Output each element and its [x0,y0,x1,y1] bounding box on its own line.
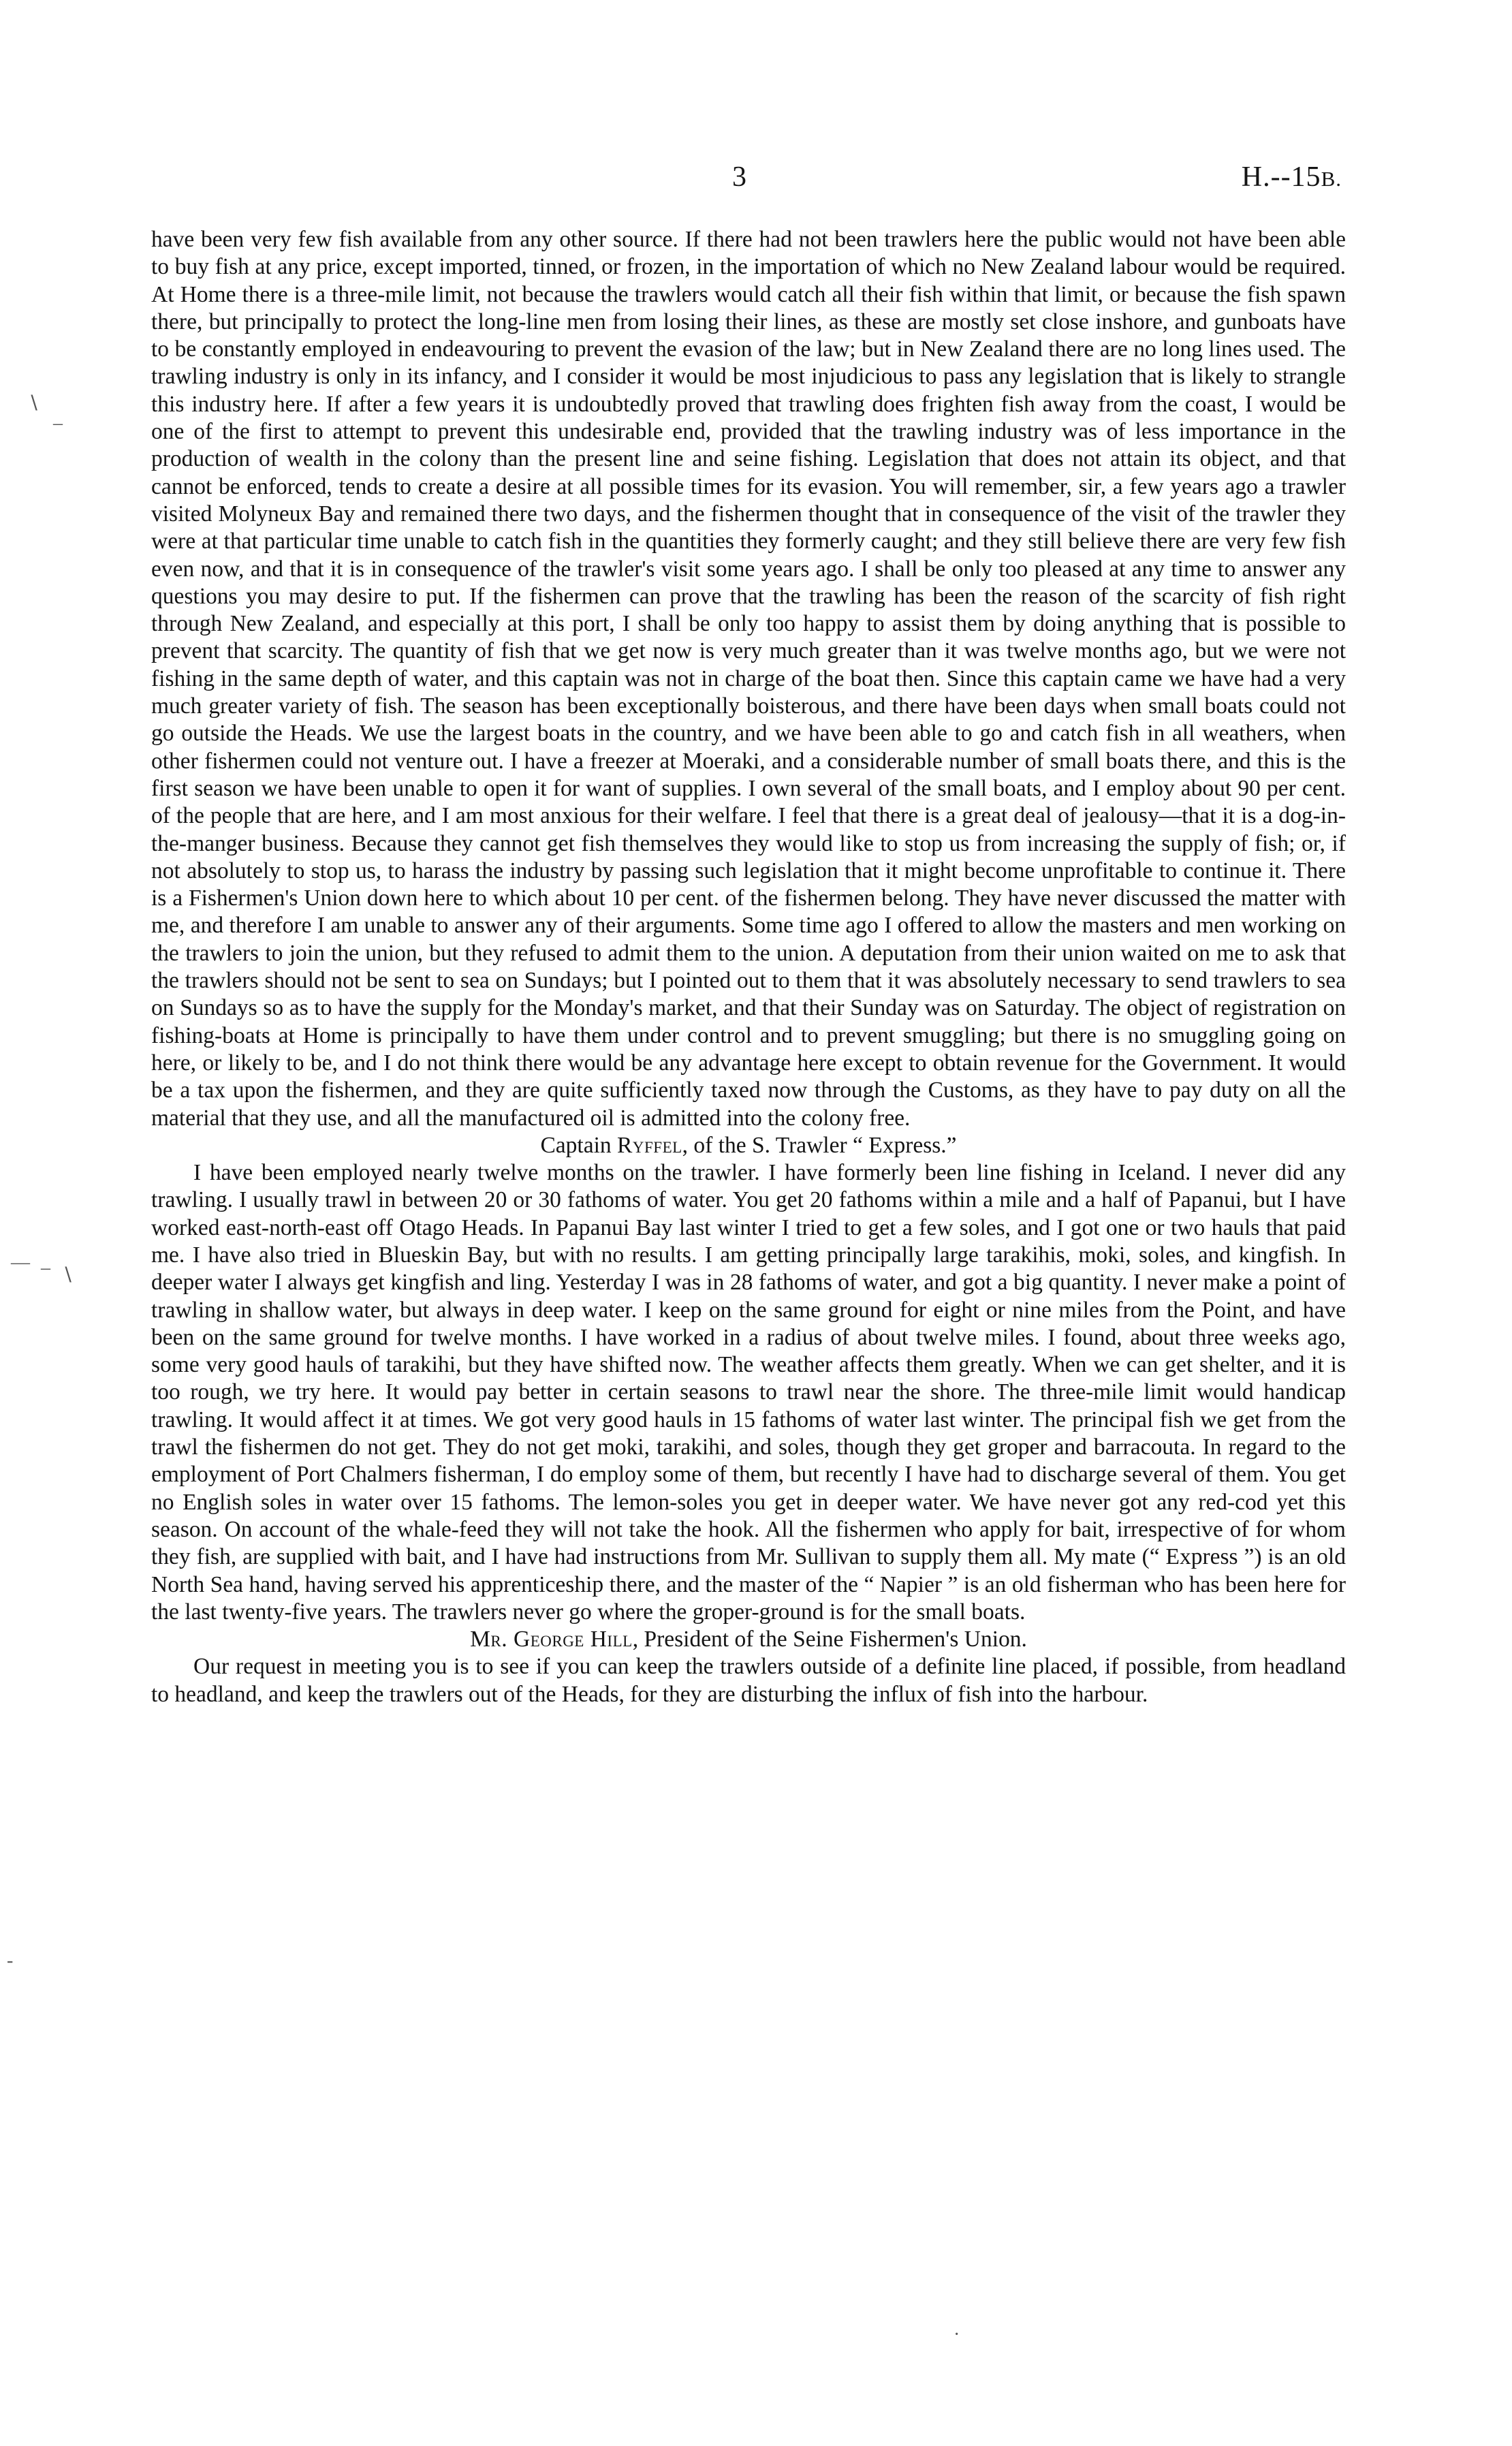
heading-suffix: , President of the Seine Fishermen's Union. [632,1627,1027,1652]
margin-mark: – [41,1257,50,1279]
witness-heading-ryffel [151,1132,1346,1159]
witness-heading-hill [151,1626,1346,1653]
margin-mark: – [53,413,63,434]
testimony-paragraph: I have been employed nearly twelve months on the trawler. I have formerly been line fishing in Iceland. I never did any trawling. I usually trawl in between 20 or 30 fathoms of water. You get 20 fathoms within a mile and a half of Papanui, but I have worked east-north-east off Otago Heads. In Papanui Bay last winter I tried to get a few soles, and I got one or two hauls that paid me. I have also tried in Blueskin Bay, but with no results. I am getting principally large tarakihis, moki, soles, and kingfish. In deeper water I always get kingfish and ling. Yesterday I was in 28 fathoms of water, and got a big quantity. I never make a point of trawling in shallow water, but always in deep water. I keep on the same ground for eight or nine miles from the Point, and have been on the same ground for twelve months. I have worked in a radius of about twelve miles. I found, about three weeks ago, some very good hauls of tarakihi, but they have shifted now. The weather affects them greatly. When we can get shelter, and it is too rough, we try here. It would pay better in certain seasons to trawl near the shore. The three-mile limit would handicap trawling. It would affect it at times. We got very good hauls in 15 fathoms of water last winter. The principal fish we get from the trawl the fishermen do not get. They do not get moki, tarakihi, and soles, though they get groper and barracouta. In regard to the employment of Port Chalmers fisherman, I do employ some of them, but recently I have had to discharge several of them. You get no English soles in water over 15 fathoms. The lemon-soles you get in deeper water. We have never got any red-cod yet this season. On account of the whale-feed they will not take the hook. All the fishermen who apply for bait, irrespective of for whom they fish, are supplied with bait, and I have had instructions from Mr. Sullivan to supply them all. My mate (“ Express ”) is an old North Sea hand, having served his apprenticeship there, and the master of the “ Napier ” is an old fisherman who has been here for the last twenty-five years. The trawlers never go where the groper-ground is for the small boats. [151,1160,1346,1625]
heading-prefix: Captain [540,1132,618,1158]
document-reference [1242,161,1342,193]
testimony-paragraph: Our request in meeting you is to see if you can keep the trawlers outside of a definite line placed, if possible, from headland to headland, and keep the trawlers out of the Heads, for they are disturbing the influx of fish into the harbour. [151,1654,1346,1707]
heading-suffix: , of the S. Trawler “ Express.” [682,1132,957,1158]
statement-paragraph: have been very few fish available from any other source. If there had not been trawlers here the public would not have been able to buy fish at any price, except imported, tinned, or frozen, in the importation of which no New Zealand labour would be required. At Home there is a three-mile limit, not because the trawlers would catch all their fish within that limit, or because the fish spawn there, but principally to protect the long-line men from losing their lines, as these are mostly set close inshore, and gunboats have to be constantly employed in endeavouring to prevent the evasion of the law; but in New Zealand there are no long lines used. The trawling industry is only in its infancy, and I consider it would be most injudicious to pass any legislation that is likely to strangle this industry here. If after a few years it is undoubtedly proved that trawling does frighten fish away from the coast, I would be one of the first to attempt to prevent this undesirable end, provided that the trawling industry was of less importance in the production of wealth in the colony than the present line and seine fishing. Legislation that does not attain its object, and that cannot be enforced, tends to create a desire at all possible times for its evasion. You will remember, sir, a few years ago a trawler visited Molyneux Bay and remained there two days, and the fishermen thought that in consequence of the visit of the trawler they were at that particular time unable to catch fish in the quantities they formerly caught; and they still believe there are very few fish even now, and that it is in consequence of the trawler's visit some years ago. I shall be only too pleased at any time to answer any questions you may desire to put. If the fishermen can prove that the trawling has been the reason of the scarcity of fish right through New Zealand, and especially at this port, I shall be only too happy to assist them by doing anything that is possible to prevent that scarcity. The quantity of fish that we get now is very much greater than it was twelve months ago, but we were not fishing in the same depth of water, and this captain was not in charge of the boat then. Since this captain came we have had a very much greater variety of fish. The season has been exceptionally boisterous, and there have been days when small boats could not go outside the Heads. We use the largest boats in the country, and we have been able to go and catch fish in all weathers, when other fishermen could not venture out. I have a freezer at Moeraki, and a considerable number of small boats there, and this is the first season we have been unable to open it for want of supplies. I own several of the small boats, and I employ about 90 per cent. of the people that are here, and I am most anxious for their welfare. I feel that there is a great deal of jealousy—that it is a dog-in-the-manger business. Because they cannot get fish themselves they would like to stop us from increasing the supply of fish; or, if not absolutely to stop us, to harass the industry by passing such legislation that it might become unprofitable to continue it. There is a Fishermen's Union down here to which about 10 per cent. of the fishermen belong. They have never discussed the matter with me, and therefore I am unable to answer any of their arguments. Some time ago I offered to allow the masters and men working on the trawlers to join the union, but they refused to admit them to the union. A deputation from their union waited on me to ask that the trawlers should not be sent to sea on Sundays; but I pointed out to them that it was absolutely necessary to send trawlers to sea on Sundays so as to have the supply for the Monday's market, and that their Sunday was on Saturday. The object of registration on fishing-boats at Home is principally to have them under control and to prevent smuggling; but there is no smuggling going on here, or likely to be, and I do not think there would be any advantage here except to obtain revenue for the Government. It would be a tax upon the fishermen, and they are quite sufficiently taxed now through the Customs, as they have to pay duty on all the material that they use, and all the manufactured oil is admitted into the colony free. [151,227,1346,1131]
page-body [151,226,1346,1708]
witness-name: Ryffel [617,1132,682,1158]
page-number: 3 [732,161,746,193]
witness-name: Mr. George Hill [470,1627,633,1652]
margin-mark: ∖ [27,393,40,414]
document-reference-suffix: B. [1321,167,1342,191]
margin-mark: - [7,1950,14,1971]
margin-mark: · [954,2324,960,2345]
margin-mark: ∖ [61,1265,74,1286]
document-reference-main: H.--15 [1241,161,1321,193]
margin-mark: — [11,1252,30,1273]
